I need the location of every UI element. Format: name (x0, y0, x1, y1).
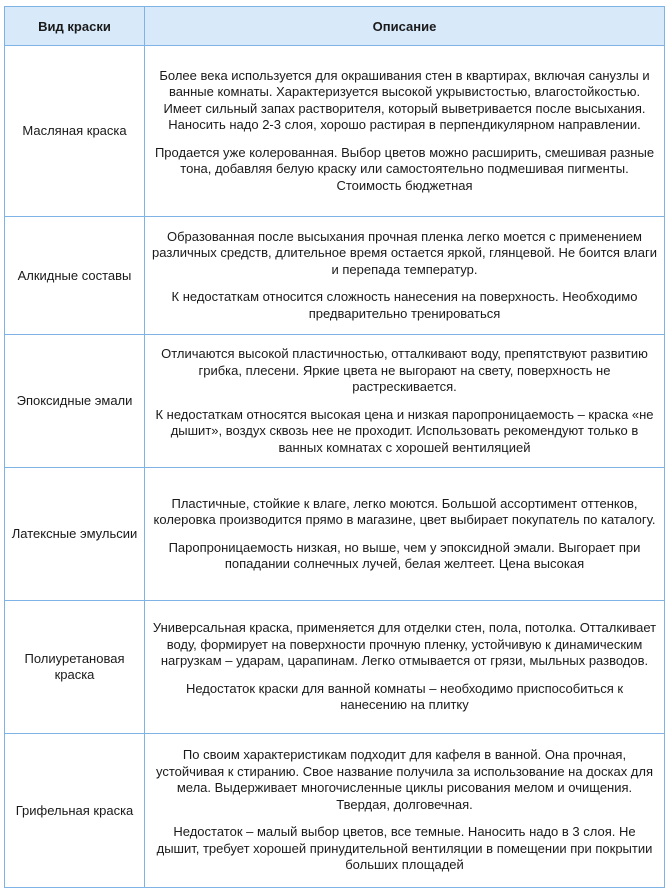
description-paragraph: По своим характеристикам подходит для кафеля в ванной. Она прочная, устойчивая к стиранию. Свое название получила за использование на досках для мела. Выдерживает многочисленные циклы рисования мелом и очищения. Твердая, долговечная. (155, 747, 654, 812)
table-body (5, 46, 665, 888)
description-paragraph: Отличаются высокой пластичностью, отталкивают воду, препятствуют развитию грибка, плесени. Яркие цвета не выгорают на свету, поверхность не растрескивается. (161, 346, 648, 394)
paint-type-cell: Грифельная краска (5, 734, 145, 888)
table-header (5, 7, 665, 46)
description-paragraph: Образованная после высыхания прочная пленка легко моется с применением различных средств, длительное время остается яркой, глянцевой. Не боится влаги и перепада температур. (152, 228, 657, 277)
description-paragraph: Универсальная краска, применяется для отделки стен, пола, потолка. Отталкивает воду, формирует на поверхности прочную пленку, устойчивую к динамическим нагрузкам – ударам, царапинам. Легко отмывается от грязи, мыльных разводов. (152, 620, 657, 669)
description-paragraph: К недостаткам относятся высокая цена и низкая паропроницаемость – краска «не дышит», воздух сквозь нее не проходит. Использовать рекомендуют только в ванных комнатах с хорошей вентиляцией (155, 406, 654, 455)
description-cell (145, 46, 665, 217)
description-cell (145, 734, 665, 888)
paint-type-cell: Латексные эмульсии (5, 468, 145, 601)
table-row (5, 734, 665, 888)
table-row (5, 601, 665, 734)
description-paragraph: Более века используется для окрашивания стен в квартирах, включая санузлы и ванные комнаты. Характеризуется высокой укрывистостью, влагостойкостью. Имеет сильный запах растворителя, который выветривается после высыхания. Наносить надо 2-3 слоя, хорошо растирая в перпендикулярном направлении. (159, 67, 650, 133)
header-description: Описание (145, 7, 665, 46)
paint-type-cell: Масляная краска (5, 46, 145, 217)
description-cell (145, 335, 665, 468)
paint-type-cell: Эпоксидные эмали (5, 335, 145, 468)
description-paragraph: Пластичные, стойкие к влаге, легко моются. Большой ассортимент оттенков, колеровка производится прямо в магазине, цвет выбирает покупатель по каталогу. (153, 495, 656, 527)
paint-types-table (4, 6, 665, 888)
table-row (5, 335, 665, 468)
description-paragraph: Недостаток – малый выбор цветов, все темные. Наносить надо в 3 слоя. Не дышит, требует хорошей принудительной вентиляции в помещении при покрытии больших площадей (156, 824, 653, 873)
description-paragraph: Продается уже колерованная. Выбор цветов можно расширить, смешивая разные тона, добавляя белую краску или самостоятельно подмешивая пигменты. Стоимость бюджетная (154, 144, 655, 193)
table-row (5, 217, 665, 335)
description-cell (145, 468, 665, 601)
paint-type-cell: Алкидные составы (5, 217, 145, 335)
table-row (5, 46, 665, 217)
description-cell (145, 217, 665, 335)
description-cell (145, 601, 665, 734)
description-paragraph: Недостаток краски для ванной комнаты – необходимо приспособиться к нанесению на плитку (185, 680, 624, 713)
table-row (5, 468, 665, 601)
description-paragraph: К недостаткам относится сложность нанесения на поверхность. Необходимо предварительно тренироваться (171, 289, 638, 321)
header-row (5, 7, 665, 46)
paint-type-cell: Полиуретановая краска (5, 601, 145, 734)
header-paint-type: Вид краски (5, 7, 145, 46)
description-paragraph: Паропроницаемость низкая, но выше, чем у эпоксидной эмали. Выгорает при попадании солнечных лучей, белая желтеет. Цена высокая (168, 539, 641, 571)
